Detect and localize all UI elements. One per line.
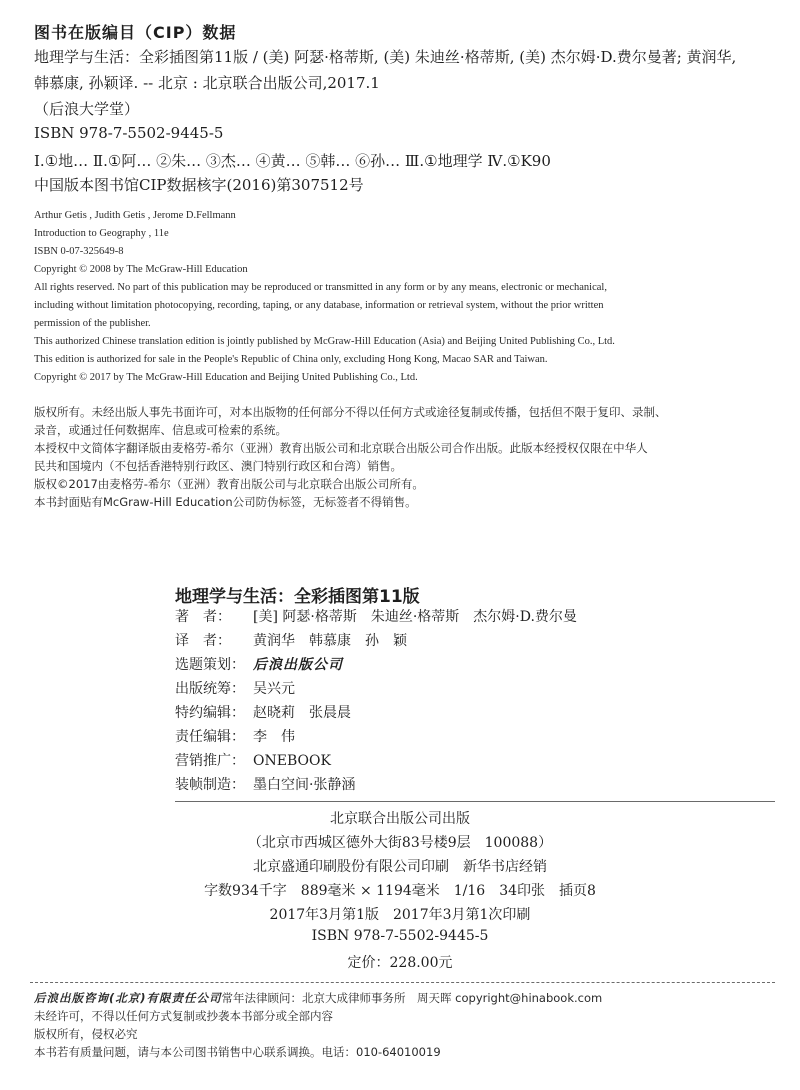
translation-copyright: Copyright © 2017 by The McGraw-Hill Education and Beijing United Publishing Co., Ltd. xyxy=(34,372,418,383)
rights-cn-line: 版权所有。未经出版人事先书面许可，对本出版物的任何部分不得以任何方式或途径复制或传播，包括但不限于复印、录制、 xyxy=(34,405,667,419)
isbn-line: ISBN 978-7-5502-9445-5 xyxy=(311,928,489,944)
rights-text: permission of the publisher. xyxy=(34,318,151,329)
rights-text: All rights reserved. No part of this publication may be reproduced or transmitted in any form or by any means, electronic or mechanical, xyxy=(34,282,607,293)
rights-cn-line: 本授权中文简体字翻译版由麦格劳-希尔（亚洲）教育出版公司和北京联合出版公司合作出版。此版本经授权仅限在中华人 xyxy=(34,441,648,455)
publisher-line: 北京联合出版公司出版 xyxy=(330,811,470,827)
cip-line: 韩慕康, 孙颖译. -- 北京 : 北京联合出版公司,2017.1 xyxy=(34,74,380,92)
credit-label: 选题策划： xyxy=(175,657,245,673)
footer-line: 本书若有质量问题，请与本公司图书销售中心联系调换。电话：010-64010019 xyxy=(34,1045,441,1059)
credit-label: 译 者： xyxy=(175,633,231,649)
credit-value: 吴兴元 xyxy=(253,681,295,697)
printer-line: 北京盛通印刷股份有限公司印刷 新华书店经销 xyxy=(253,859,547,875)
credit-translator xyxy=(175,630,407,650)
footer-line: 未经许可，不得以任何方式复制或抄袭本书部分或全部内容 xyxy=(34,1009,333,1023)
credit-planning xyxy=(175,654,343,674)
cip-line: 地理学与生活：全彩插图第11版 / (美) 阿瑟·格蒂斯, (美) 朱迪丝·格蒂斯, (美) 杰尔姆·D.费尔曼著; 黄润华, xyxy=(34,48,737,66)
credit-design xyxy=(175,774,355,794)
credit-label: 著 者： xyxy=(175,609,231,625)
rights-cn-line: 民共和国境内（不包括香港特别行政区、澳门特别行政区和台湾）销售。 xyxy=(34,459,402,473)
translation-note: This authorized Chinese translation edition is jointly published by McGraw-Hill Education (Asia) and Beijing United Publishing Co., Ltd. xyxy=(34,336,615,347)
cip-classification: Ⅰ.①地… Ⅱ.①阿… ②朱… ③杰… ④黄… ⑤韩… ⑥孙… Ⅲ.①地理学 Ⅳ.①K90 xyxy=(34,152,551,170)
format-line: 字数934千字 889毫米 × 1194毫米 1/16 34印张 插页8 xyxy=(204,883,596,899)
rights-text: including without limitation photocopying, recording, taping, or any database, information or retrieval system, without the prior written xyxy=(34,300,604,311)
cip-title: 图书在版编目（CIP）数据 xyxy=(34,23,237,42)
credit-value: 后浪出版公司 xyxy=(253,657,343,673)
book-title: 地理学与生活：全彩插图第11版 xyxy=(175,587,420,607)
original-title: Introduction to Geography , 11e xyxy=(34,228,169,239)
cip-isbn: ISBN 978-7-5502-9445-5 xyxy=(34,124,224,142)
credit-coordination xyxy=(175,678,295,698)
credit-special-editor xyxy=(175,702,351,722)
cip-record-number: 中国版本图书馆CIP数据核字(2016)第307512号 xyxy=(34,176,364,194)
footer-legal: 常年法律顾问：北京大成律师事务所 周天晖 copyright@hinabook.com xyxy=(221,991,603,1005)
footer-line: 版权所有，侵权必究 xyxy=(34,1027,138,1041)
rights-cn-line: 版权©2017由麦格劳-希尔（亚洲）教育出版公司与北京联合出版公司所有。 xyxy=(34,477,424,491)
credit-value: [美] 阿瑟·格蒂斯 朱迪丝·格蒂斯 杰尔姆·D.费尔曼 xyxy=(253,609,577,625)
publisher-address: （北京市西城区德外大街83号楼9层 100088） xyxy=(247,835,553,851)
credit-label: 特约编辑： xyxy=(175,705,245,721)
credit-value: 赵晓莉 张晨晨 xyxy=(253,705,351,721)
original-isbn: ISBN 0-07-325649-8 xyxy=(34,246,124,257)
edition-line: 2017年3月第1版 2017年3月第1次印刷 xyxy=(269,907,531,923)
cip-line: （后浪大学堂） xyxy=(34,100,140,118)
credit-label: 责任编辑： xyxy=(175,729,245,745)
rights-cn-line: 录音，或通过任何数据库、信息或可检索的系统。 xyxy=(34,423,287,437)
rights-cn-line: 本书封面贴有McGraw-Hill Education公司防伪标签，无标签者不得销售。 xyxy=(34,495,417,509)
credit-value: ONEBOOK xyxy=(253,753,331,769)
legal-line xyxy=(34,990,602,1006)
credit-value: 李 伟 xyxy=(253,729,295,745)
credit-editor xyxy=(175,726,295,746)
price-line: 定价：228.00元 xyxy=(347,955,453,971)
credit-author xyxy=(175,606,577,626)
credit-label: 出版统筹： xyxy=(175,681,245,697)
credit-marketing xyxy=(175,750,331,770)
credit-value: 黄润华 韩慕康 孙 颖 xyxy=(253,633,407,649)
credit-label: 营销推广： xyxy=(175,753,245,769)
original-authors: Arthur Getis , Judith Getis , Jerome D.Fellmann xyxy=(34,210,236,221)
territory-note: This edition is authorized for sale in the People's Republic of China only, excluding Hong Kong, Macao SAR and Taiwan. xyxy=(34,354,548,365)
divider xyxy=(175,801,775,802)
credit-value: 墨白空间·张静涵 xyxy=(253,777,356,793)
footer-divider xyxy=(30,982,775,983)
original-copyright: Copyright © 2008 by The McGraw-Hill Education xyxy=(34,264,248,275)
credit-label: 装帧制造： xyxy=(175,777,245,793)
footer-company: 后浪出版咨询(北京)有限责任公司 xyxy=(34,991,222,1005)
